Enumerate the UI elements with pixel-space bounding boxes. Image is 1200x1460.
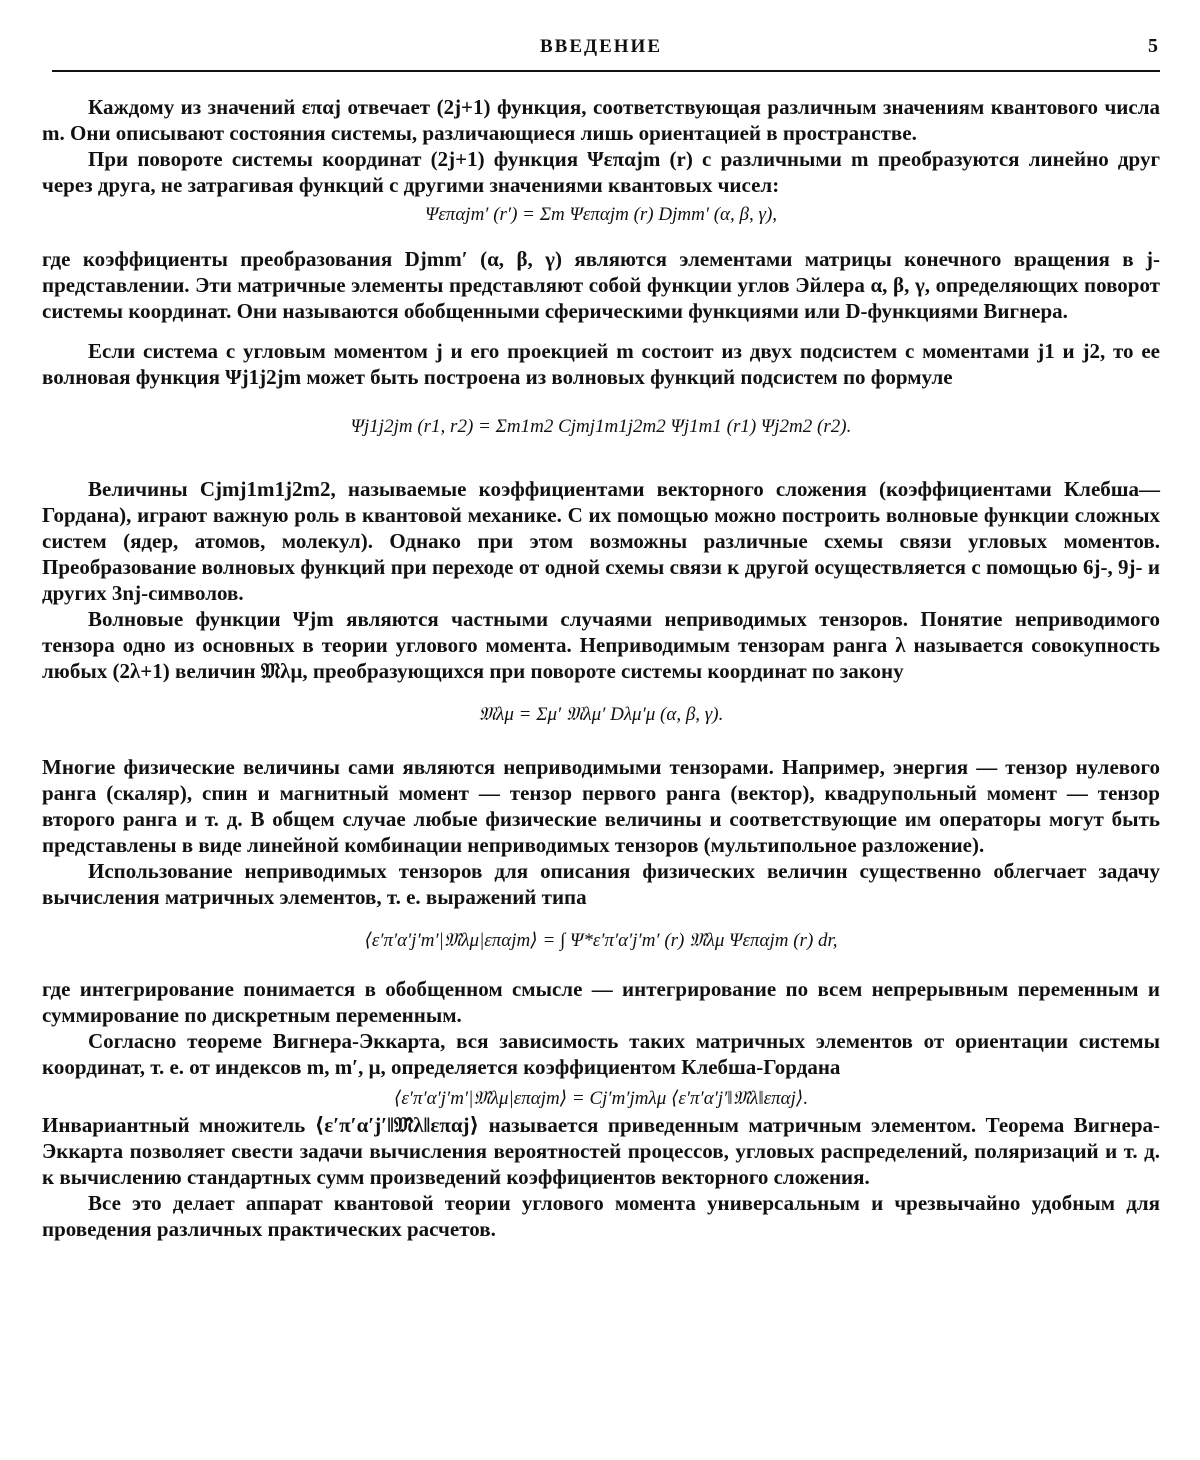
- paragraph-9: где интегрирование понимается в обобщенном смысле — интегрирование по всем непрерывным переменным и суммирование по дискретным переменным.: [42, 977, 1160, 1027]
- spacer: [42, 324, 1160, 338]
- paragraph-12: Все это делает аппарат квантовой теории углового момента универсальным и чрезвычайно удобным для проведения различных практических расчетов.: [42, 1191, 1160, 1241]
- formula-matrix-element: ⟨ε′π′α′j′m′|𝔐̂λμ|επαjm⟩ = ∫ Ψ*ε′π′α′j′m′ (r) 𝔐̂λμ Ψεπαjm (r) dr,: [364, 930, 838, 951]
- formula-rotation: Ψεπαjm′ (r′) = Σm Ψεπαjm (r) Djmm′ (α, β, γ),: [424, 204, 778, 225]
- book-page: [42, 30, 1160, 1241]
- paragraph-1: Каждому из значений επαj отвечает (2j+1) функция, соответствующая различным значениям квантового числа m. Они описывают состояния системы, различающиеся лишь ориентацией в пространстве.: [42, 95, 1160, 145]
- paragraph-5: Величины Cjmj1m1j2m2, называемые коэффициентами векторного сложения (коэффициентами Клебша—Гордана), играют важную роль в квантовой механике. С их помощью можно построить волновые функции сложных систем (ядер, атомов, молекул). Однако при этом возможны различные схемы связи угловых моментов. Преобразование волновых функций при переходе от одной схемы связи к другой осуществляется с помощью 6j-, 9j- и других 3nj-символов.: [42, 477, 1160, 605]
- header-rule: [52, 70, 1160, 72]
- formula-coupling: Ψj1j2jm (r1, r2) = Σm1m2 Cjmj1m1j2m2 Ψj1m1 (r1) Ψj2m2 (r2).: [350, 416, 852, 437]
- page-number: 5: [1148, 35, 1158, 57]
- paragraph-6: Волновые функции Ψjm являются частными случаями неприводимых тензоров. Понятие неприводимого тензора одно из основных в теории углового момента. Неприводимым тензорам ранга λ называется совокупность любых (2λ+1) величин 𝔐λμ, преобразующихся при повороте системы координат по закону: [42, 607, 1160, 683]
- paragraph-7: Многие физические величины сами являются неприводимыми тензорами. Например, энергия — тензор нулевого ранга (скаляр), спин и магнитный момент — тензор первого ранга (вектор), квадрупольный момент — тензор второго ранга и т. д. В общем случае любые физические величины и соответствующие им операторы могут быть представлены в виде линейной комбинации неприводимых тензоров (мультипольное разложение).: [42, 755, 1160, 857]
- paragraph-4: Если система с угловым моментом j и его проекцией m состоит из двух подсистем с моментами j1 и j2, то ее волновая функция Ψj1j2jm может быть построена из волновых функций подсистем по формуле: [42, 339, 1160, 389]
- formula-wigner-eckart: ⟨ε′π′α′j′m′|𝔐̂λμ|επαjm⟩ = Cj′m′jmλμ ⟨ε′π′α′j′‖𝔐̂λ‖επαj⟩.: [393, 1088, 809, 1109]
- paragraph-11: Инвариантный множитель ⟨ε′π′α′j′‖𝔐̂λ‖επαj⟩ называется приведенным матричным элементом. Теорема Вигнера-Эккарта позволяет свести задачи вычисления вероятностей процессов, угловых распределений, поляризаций и т. д. к вычислению стандартных сумм произведений коэффициентов векторного сложения.: [42, 1113, 1160, 1189]
- paragraph-8: Использование неприводимых тензоров для описания физических величин существенно облегчает задачу вычисления матричных элементов, т. е. выражений типа: [42, 859, 1160, 909]
- paragraph-3: где коэффициенты преобразования Djmm′ (α, β, γ) являются элементами матрицы конечного вращения в j-представлении. Эти матричные элементы представляют собой функции углов Эйлера α, β, γ, определяющих поворот системы координат. Они называются обобщенными сферическими функциями или D-функциями Вигнера.: [42, 247, 1160, 323]
- paragraph-2: При повороте системы координат (2j+1) функция Ψεπαjm (r) с различными m преобразуются линейно друг через друга, не затрагивая функций с другими значениями квантовых чисел:: [42, 147, 1160, 197]
- running-title: ВВЕДЕНИЕ: [540, 36, 662, 57]
- page-body: [42, 94, 1160, 1242]
- formula-tensor: 𝔐λμ = Σμ′ 𝔐λμ′ Dλμ′μ (α, β, γ).: [478, 704, 724, 725]
- paragraph-10: Согласно теореме Вигнера-Эккарта, вся зависимость таких матричных элементов от ориентации системы координат, т. е. от индексов m, m′, μ, определяется коэффициентом Клебша-Гордана: [42, 1029, 1160, 1079]
- page-header: [42, 30, 1160, 66]
